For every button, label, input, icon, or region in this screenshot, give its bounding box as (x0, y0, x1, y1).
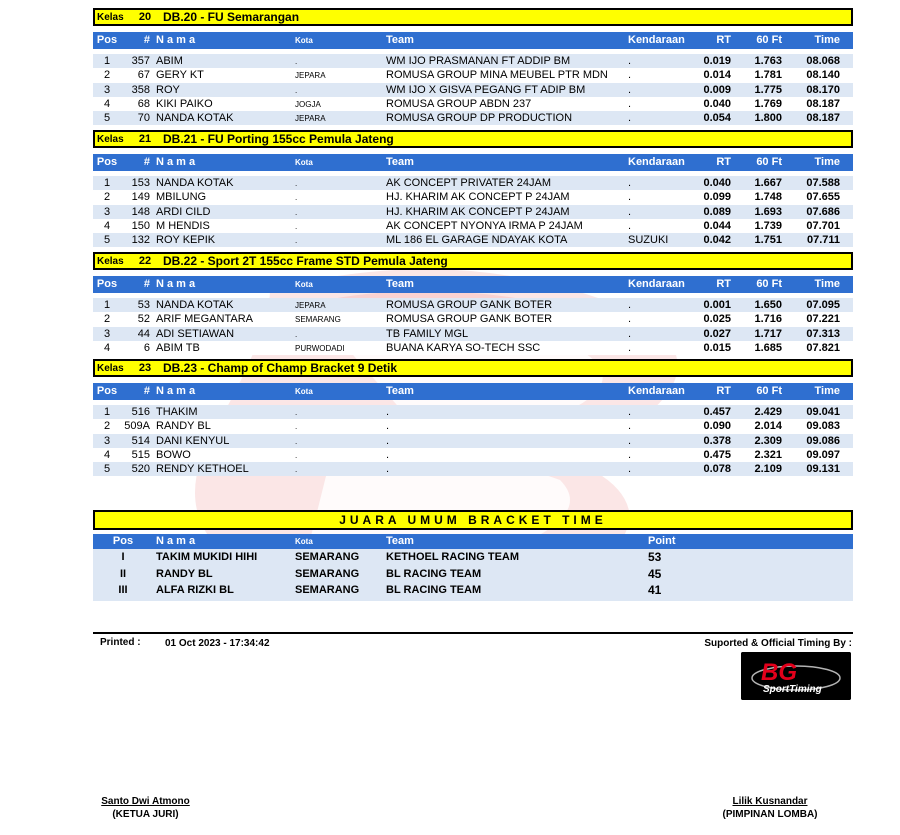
col-rt: RT (716, 278, 731, 290)
cell-team: AK CONCEPT PRIVATER 24JAM (386, 177, 552, 189)
cell-rt: 0.457 (703, 406, 731, 418)
cell-team: WM IJO X GISVA PEGANG FT ADIP BM (386, 83, 586, 96)
cell-rt: 0.378 (703, 434, 731, 447)
col-nama: N a m a (156, 34, 196, 46)
col-60ft: 60 Ft (756, 34, 782, 46)
cell-kota: PURWODADI (295, 343, 345, 353)
kelas-number: 21 (138, 133, 152, 145)
cell-no: 53 (137, 299, 150, 311)
cell-nama: M HENDIS (156, 219, 210, 232)
cell-60ft: 1.751 (754, 234, 782, 247)
cell-time: 09.041 (806, 406, 840, 418)
cell-pos: 4 (103, 341, 111, 354)
cell-kendaraan: . (628, 112, 632, 125)
cell-nama: ROY (156, 83, 180, 96)
table-row (93, 462, 853, 476)
cell-kota: SEMARANG (295, 551, 360, 563)
cell-time: 08.170 (806, 83, 840, 96)
cell-team: KETHOEL RACING TEAM (386, 551, 520, 563)
cell-time: 09.097 (806, 448, 840, 461)
cell-no: 68 (137, 97, 150, 110)
col-team: Team (386, 385, 414, 397)
cell-no: 44 (137, 327, 150, 340)
cell-no: 150 (131, 219, 150, 232)
col-time: Time (814, 278, 840, 290)
cell-nama: NANDA KOTAK (156, 112, 234, 125)
cell-no: 153 (131, 177, 150, 189)
cell-time: 08.187 (806, 112, 840, 125)
printed-label: Printed : (100, 637, 141, 648)
cell-60ft: 1.763 (754, 55, 782, 67)
cell-rt: 0.090 (703, 420, 731, 433)
cell-no: 358 (131, 83, 150, 96)
cell-pos: 5 (103, 463, 111, 476)
juara-body (93, 549, 853, 601)
col-no: # (143, 156, 150, 168)
cell-60ft: 1.800 (754, 112, 782, 125)
table-row (93, 448, 853, 462)
cell-pos: 2 (103, 420, 111, 433)
cell-nama: THAKIM (156, 406, 198, 418)
cell-team: . (386, 406, 390, 418)
cell-no: 520 (131, 463, 150, 476)
cell-rt: 0.025 (703, 313, 731, 326)
signature-left-role: (KETUA JURI) (112, 809, 179, 820)
cell-rt: 0.040 (703, 97, 731, 110)
cell-no: 515 (131, 448, 150, 461)
cell-point: 53 (648, 550, 662, 564)
kelas-title: DB.20 - FU Semarangan (163, 10, 300, 24)
cell-nama: ADI SETIAWAN (156, 327, 235, 340)
logo-sub: SportTiming (763, 684, 822, 695)
cell-60ft: 2.309 (754, 434, 782, 447)
cell-60ft: 1.717 (754, 327, 782, 340)
cell-nama: RENDY KETHOEL (156, 463, 249, 476)
cell-pos: 3 (103, 434, 111, 447)
cell-nama: KIKI PAIKO (156, 97, 213, 110)
cell-pos: II (119, 567, 127, 580)
cell-pos: 2 (103, 191, 111, 204)
col-pos: Pos (96, 34, 118, 46)
cell-time: 07.095 (806, 299, 840, 311)
table-row (93, 68, 853, 82)
cell-kota: SEMARANG (295, 315, 341, 325)
cell-kota: . (295, 422, 298, 432)
cell-pos: 3 (103, 327, 111, 340)
cell-kendaraan: . (628, 191, 632, 204)
cell-rt: 0.040 (703, 177, 731, 189)
col-no: # (143, 278, 150, 290)
kelas-bar (93, 130, 853, 148)
juara-row (93, 549, 853, 566)
cell-nama: ARIF MEGANTARA (156, 313, 253, 326)
cell-pos: III (118, 584, 128, 596)
signature-left (93, 796, 198, 820)
col-team: Team (386, 34, 414, 46)
cell-kota: . (295, 408, 298, 417)
col-time: Time (814, 34, 840, 46)
col-time: Time (814, 156, 840, 168)
cell-time: 09.131 (806, 463, 840, 476)
cell-rt: 0.089 (703, 205, 731, 218)
cell-kendaraan: . (628, 341, 632, 354)
signature-left-name: Santo Dwi Atmono (101, 796, 190, 807)
cell-team: HJ. KHARIM AK CONCEPT P 24JAM (386, 205, 570, 218)
cell-no: 148 (131, 205, 150, 218)
table-row (93, 205, 853, 219)
col-time: Time (814, 385, 840, 397)
cell-pos: 2 (103, 313, 111, 326)
cell-no: 149 (131, 191, 150, 204)
cell-nama: TAKIM MUKIDI HIHI (156, 551, 258, 563)
col-team: Team (386, 535, 414, 547)
class-section-22 (93, 252, 853, 355)
juara-row (93, 582, 853, 599)
cell-nama: ALFA RIZKI BL (156, 584, 234, 596)
cell-time: 07.701 (806, 219, 840, 232)
cell-60ft: 1.748 (754, 191, 782, 204)
col-pos: Pos (96, 156, 118, 168)
cell-rt: 0.475 (703, 448, 731, 461)
cell-team: ROMUSA GROUP DP PRODUCTION (386, 112, 573, 125)
cell-rt: 0.015 (703, 341, 731, 354)
cell-time: 07.221 (806, 313, 840, 326)
table-row (93, 312, 853, 326)
table-body (93, 405, 853, 476)
cell-kota: . (295, 465, 298, 475)
cell-rt: 0.042 (703, 234, 731, 247)
cell-pos: 3 (103, 83, 111, 96)
table-row (93, 298, 853, 312)
cell-team: . (386, 463, 390, 476)
cell-60ft: 1.739 (754, 219, 782, 232)
cell-team: ROMUSA GROUP MINA MEUBEL PTR MDN (386, 69, 608, 82)
cell-time: 07.588 (806, 177, 840, 189)
cell-pos: 5 (103, 234, 111, 247)
cell-time: 08.187 (806, 97, 840, 110)
table-header (93, 276, 853, 293)
cell-60ft: 1.650 (754, 299, 782, 311)
cell-team: BUANA KARYA SO-TECH SSC (386, 341, 541, 354)
kelas-number: 22 (138, 255, 152, 267)
col-no: # (143, 385, 150, 397)
col-kendaraan: Kendaraan (628, 34, 685, 46)
cell-rt: 0.009 (703, 83, 731, 96)
kelas-title: DB.23 - Champ of Champ Bracket 9 Detik (163, 361, 398, 375)
cell-kota: SEMARANG (295, 584, 360, 596)
cell-rt: 0.044 (703, 219, 731, 232)
table-header (93, 32, 853, 49)
cell-kendaraan: . (628, 313, 632, 326)
col-nama: N a m a (156, 156, 196, 168)
cell-nama: RANDY BL (156, 567, 213, 580)
col-team: Team (386, 156, 414, 168)
table-row (93, 176, 853, 190)
cell-kota: . (295, 236, 298, 246)
cell-kota: . (295, 436, 298, 446)
bg-sporttiming-logo (741, 652, 851, 700)
col-nama: N a m a (156, 278, 196, 290)
cell-nama: RANDY BL (156, 420, 211, 433)
cell-60ft: 2.429 (754, 406, 782, 418)
cell-pos: 1 (103, 177, 111, 189)
cell-point: 45 (648, 566, 662, 581)
cell-kendaraan: . (628, 420, 632, 433)
table-body (93, 298, 853, 355)
cell-team: AK CONCEPT NYONYA IRMA P 24JAM (386, 219, 583, 232)
cell-team: ML 186 EL GARAGE NDAYAK KOTA (386, 234, 568, 247)
col-pos: Pos (96, 278, 118, 290)
col-rt: RT (716, 385, 731, 397)
cell-nama: MBILUNG (156, 191, 207, 204)
cell-kendaraan: SUZUKI (628, 234, 669, 247)
cell-no: 514 (131, 434, 150, 447)
signature-right-role: (PIMPINAN LOMBA) (722, 809, 818, 820)
cell-kota: JEPARA (295, 71, 326, 81)
cell-60ft: 1.716 (754, 313, 782, 326)
col-pos: Pos (112, 535, 134, 547)
cell-kendaraan: . (628, 205, 632, 218)
cell-no: 52 (137, 313, 150, 326)
table-body (93, 54, 853, 125)
cell-60ft: 1.769 (754, 97, 782, 110)
cell-point: 41 (648, 583, 662, 597)
table-row (93, 54, 853, 68)
cell-time: 09.083 (806, 420, 840, 433)
cell-pos: 4 (103, 97, 111, 110)
cell-rt: 0.027 (703, 327, 731, 340)
cell-kendaraan: . (628, 327, 632, 340)
col-kendaraan: Kendaraan (628, 278, 685, 290)
cell-team: BL RACING TEAM (386, 584, 482, 596)
table-row (93, 111, 853, 125)
cell-kendaraan: . (628, 83, 632, 96)
cell-team: . (386, 448, 390, 461)
kelas-label: Kelas (97, 11, 124, 23)
class-section-21 (93, 130, 853, 247)
cell-team: WM IJO PRASMANAN FT ADDIP BM (386, 55, 571, 67)
col-60ft: 60 Ft (756, 278, 782, 290)
cell-time: 07.313 (806, 327, 840, 340)
table-row (93, 83, 853, 97)
kelas-bar (93, 8, 853, 26)
cell-nama: ROY KEPIK (156, 234, 216, 247)
footer-divider (93, 632, 853, 634)
cell-time: 07.821 (806, 341, 840, 354)
signature-right (710, 796, 830, 820)
col-kota: Kota (295, 36, 313, 45)
cell-nama: BOWO (156, 448, 191, 461)
cell-60ft: 2.109 (754, 463, 782, 476)
table-row (93, 190, 853, 204)
cell-time: 07.655 (806, 191, 840, 204)
juara-row (93, 566, 853, 583)
col-nama: N a m a (156, 385, 196, 397)
cell-60ft: 2.321 (754, 448, 782, 461)
cell-kendaraan: . (628, 406, 632, 418)
cell-time: 07.711 (806, 234, 840, 247)
cell-kota: . (295, 450, 298, 460)
table-row (93, 97, 853, 111)
col-kota: Kota (295, 387, 313, 396)
cell-kendaraan: . (628, 448, 632, 461)
col-pos: Pos (96, 385, 118, 397)
table-row (93, 233, 853, 247)
col-kendaraan: Kendaraan (628, 156, 685, 168)
kelas-bar (93, 359, 853, 377)
cell-kendaraan: . (628, 177, 632, 189)
cell-kota: . (295, 221, 298, 231)
cell-time: 08.140 (806, 69, 840, 82)
col-kota: Kota (295, 537, 313, 546)
cell-rt: 0.019 (703, 55, 731, 67)
cell-60ft: 2.014 (754, 420, 782, 433)
cell-pos: 1 (103, 406, 111, 418)
cell-team: TB FAMILY MGL (386, 327, 469, 340)
class-section-23 (93, 359, 853, 476)
table-row (93, 419, 853, 433)
cell-60ft: 1.781 (754, 69, 782, 82)
cell-nama: NANDA KOTAK (156, 177, 234, 189)
cell-rt: 0.054 (703, 112, 731, 125)
cell-kota: . (295, 329, 298, 339)
cell-no: 509A (124, 420, 150, 433)
cell-no: 516 (131, 406, 150, 418)
cell-team: BL RACING TEAM (386, 567, 482, 580)
kelas-bar (93, 252, 853, 270)
col-no: # (143, 34, 150, 46)
cell-kota: . (295, 207, 298, 217)
juara-header (93, 534, 853, 549)
cell-pos: 1 (103, 55, 111, 67)
cell-time: 08.068 (806, 55, 840, 67)
cell-nama: ARDI CILD (156, 205, 211, 218)
cell-team: . (386, 434, 390, 447)
col-rt: RT (716, 34, 731, 46)
cell-kota: . (295, 193, 298, 203)
cell-kota: . (295, 85, 298, 95)
col-kota: Kota (295, 158, 313, 167)
col-kota: Kota (295, 280, 313, 289)
cell-kendaraan: . (628, 55, 632, 67)
cell-60ft: 1.775 (754, 83, 782, 96)
kelas-title: DB.22 - Sport 2T 155cc Frame STD Pemula Jateng (163, 254, 448, 268)
cell-pos: 3 (103, 205, 111, 218)
supported-by-label: Suported & Official Timing By : (704, 638, 852, 649)
cell-rt: 0.099 (703, 191, 731, 204)
cell-kota: SEMARANG (295, 567, 360, 580)
cell-no: 6 (143, 341, 150, 354)
cell-kendaraan: . (628, 69, 632, 82)
col-rt: RT (716, 156, 731, 168)
cell-team: . (386, 420, 390, 433)
cell-kendaraan: . (628, 299, 632, 311)
table-row (93, 219, 853, 233)
cell-kendaraan: . (628, 219, 632, 232)
kelas-number: 20 (138, 11, 152, 23)
cell-team: ROMUSA GROUP ABDN 237 (386, 97, 532, 110)
logo-text: BG (761, 659, 797, 686)
cell-nama: DANI KENYUL (156, 434, 230, 447)
cell-kota: JEPARA (295, 301, 326, 310)
cell-pos: 4 (103, 448, 111, 461)
kelas-label: Kelas (97, 362, 124, 374)
cell-kendaraan: . (628, 434, 632, 447)
col-nama: N a m a (156, 535, 196, 547)
cell-no: 67 (137, 69, 150, 82)
cell-kendaraan: . (628, 463, 632, 476)
cell-team: ROMUSA GROUP GANK BOTER (386, 299, 553, 311)
col-60ft: 60 Ft (756, 385, 782, 397)
table-header (93, 383, 853, 400)
col-60ft: 60 Ft (756, 156, 782, 168)
cell-time: 07.686 (806, 205, 840, 218)
cell-nama: GERY KT (156, 69, 204, 82)
cell-pos: I (121, 551, 125, 563)
table-row (93, 327, 853, 341)
cell-kendaraan: . (628, 97, 632, 110)
kelas-number: 23 (138, 362, 152, 374)
cell-time: 09.086 (806, 434, 840, 447)
table-row (93, 434, 853, 448)
cell-rt: 0.078 (703, 463, 731, 476)
cell-team: ROMUSA GROUP GANK BOTER (386, 313, 553, 326)
table-row (93, 405, 853, 419)
cell-nama: ABIM (156, 55, 183, 67)
cell-team: HJ. KHARIM AK CONCEPT P 24JAM (386, 191, 570, 204)
cell-no: 357 (131, 55, 150, 67)
cell-nama: NANDA KOTAK (156, 299, 234, 311)
kelas-title: DB.21 - FU Porting 155cc Pemula Jateng (163, 132, 394, 146)
col-point: Point (648, 535, 676, 547)
cell-no: 132 (131, 234, 150, 247)
table-body (93, 176, 853, 247)
cell-60ft: 1.685 (754, 341, 782, 354)
juara-umum-title: JUARA UMUM BRACKET TIME (93, 510, 853, 530)
cell-nama: ABIM TB (156, 341, 200, 354)
printed-timestamp: 01 Oct 2023 - 17:34:42 (165, 638, 270, 649)
cell-no: 70 (137, 112, 150, 125)
cell-kota: . (295, 57, 298, 66)
cell-rt: 0.014 (703, 69, 731, 82)
kelas-label: Kelas (97, 255, 124, 267)
cell-kota: JOGJA (295, 99, 321, 109)
cell-pos: 2 (103, 69, 111, 82)
class-section-20 (93, 8, 853, 125)
table-header (93, 154, 853, 171)
col-team: Team (386, 278, 414, 290)
cell-kota: . (295, 179, 298, 188)
table-row (93, 341, 853, 355)
signature-right-name: Lilik Kusnandar (732, 796, 808, 807)
cell-pos: 1 (103, 299, 111, 311)
kelas-label: Kelas (97, 133, 124, 145)
cell-60ft: 1.667 (754, 177, 782, 189)
col-kendaraan: Kendaraan (628, 385, 685, 397)
cell-pos: 4 (103, 219, 111, 232)
cell-rt: 0.001 (703, 299, 731, 311)
cell-60ft: 1.693 (754, 205, 782, 218)
cell-kota: JEPARA (295, 114, 326, 124)
cell-pos: 5 (103, 112, 111, 125)
